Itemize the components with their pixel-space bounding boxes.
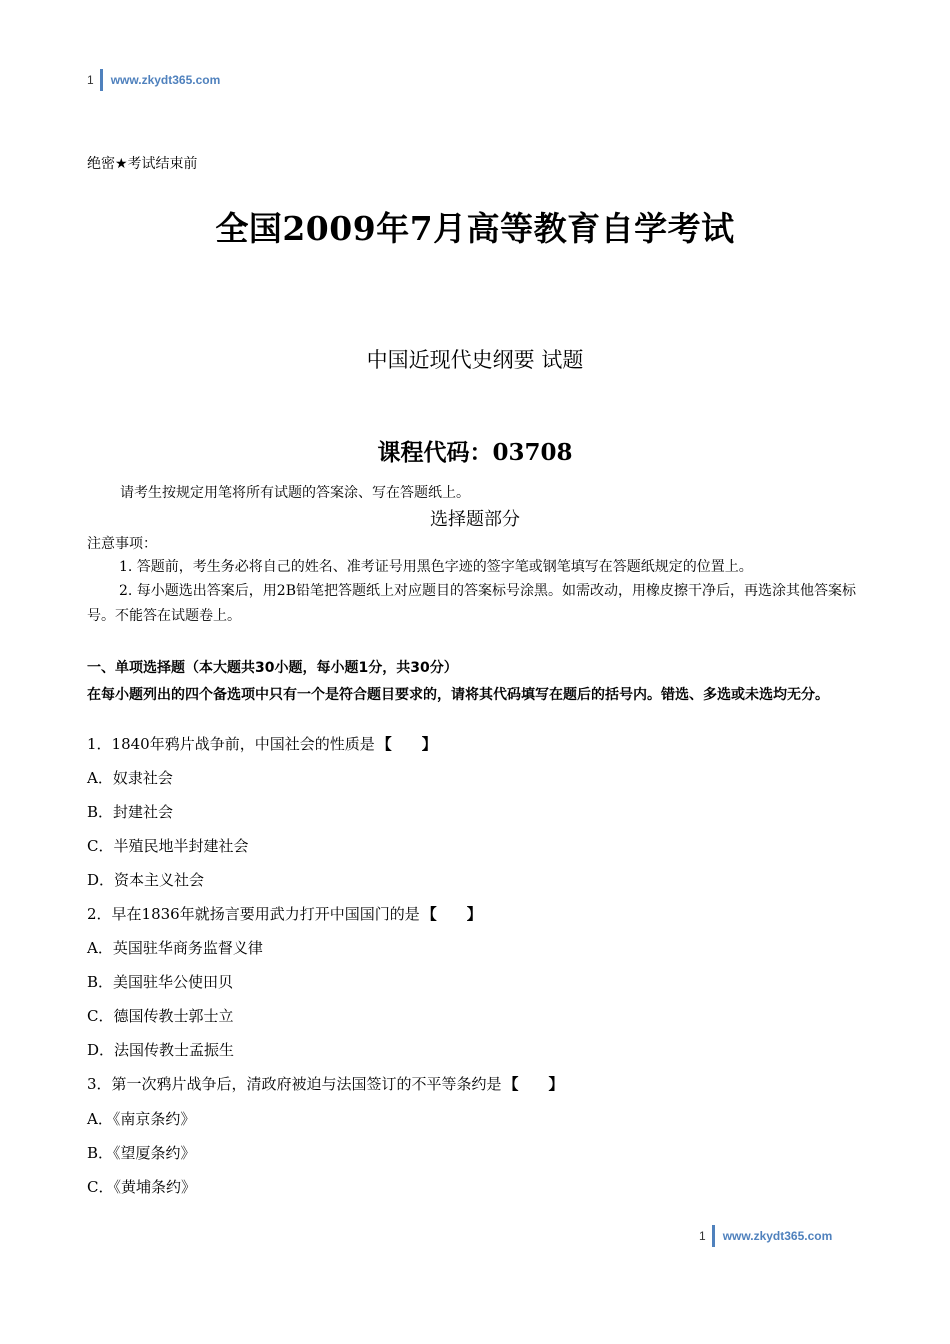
header-page-number: 1	[87, 73, 94, 87]
notes-title: 注意事项：	[87, 536, 157, 552]
answer-bracket: 【 】	[376, 735, 437, 753]
subtitle: 中国近现代史纲要 试题	[366, 348, 584, 372]
page-header	[87, 68, 220, 92]
section-label: 选择题部分	[430, 509, 520, 530]
question-1-option-d: D．资本主义社会	[87, 871, 205, 889]
answer-bracket: 【 】	[421, 905, 482, 923]
question-1-option-a: A．奴隶社会	[87, 769, 173, 787]
question-2-stem	[87, 903, 482, 924]
instruction: 请考生按规定用笔将所有试题的答案涂、写在答题纸上。	[120, 485, 470, 501]
page-footer	[699, 1224, 832, 1248]
question-3-option-c: C．《黄埔条约》	[87, 1178, 196, 1196]
course-code: 课程代码：03708	[377, 439, 573, 466]
note-1: 1. 答题前，考生务必将自己的姓名、准考证号用黑色字迹的签字笔或钢笔填写在答题纸规定的位置上。	[119, 559, 753, 575]
question-2-option-b: B．美国驻华公使田贝	[87, 973, 234, 991]
header-url[interactable]: www.zkydt365.com	[110, 73, 221, 87]
question-2-option-a: A．英国驻华商务监督义律	[87, 939, 263, 957]
question-3-option-a: A．《南京条约》	[87, 1110, 196, 1128]
question-2-option-c: C．德国传教士郭士立	[87, 1007, 234, 1025]
question-stem-text: 3．第一次鸦片战争后，清政府被迫与法国签订的不平等条约是	[87, 1075, 502, 1093]
main-title: 全国2009年7月高等教育自学考试	[215, 209, 735, 248]
question-1-option-b: B．封建社会	[87, 803, 174, 821]
secret-mark: 绝密★考试结束前	[87, 156, 198, 172]
question-stem-text: 2．早在1836年就扬言要用武力打开中国国门的是	[87, 905, 420, 923]
header-divider	[100, 69, 103, 91]
note-2: 2. 每小题选出答案后，用2B铅笔把答题纸上对应题目的答案标号涂黑。如需改动，用橡皮擦干净后，再选涂其他答案标号。不能答在试题卷上。	[87, 583, 856, 624]
footer-page-number: 1	[699, 1229, 706, 1243]
question-1-option-c: C．半殖民地半封建社会	[87, 837, 249, 855]
question-3-stem	[87, 1073, 564, 1094]
footer-divider	[712, 1225, 715, 1247]
part-header: 一、单项选择题（本大题共30小题，每小题1分，共30分）	[87, 660, 458, 676]
part-description: 在每小题列出的四个备选项中只有一个是符合题目要求的，请将其代码填写在题后的括号内。错选、多选或未选均无分。	[87, 687, 829, 703]
question-stem-text: 1．1840年鸦片战争前，中国社会的性质是	[87, 735, 375, 753]
answer-bracket: 【 】	[503, 1075, 564, 1093]
question-3-option-b: B．《望厦条约》	[87, 1144, 196, 1162]
question-1-stem	[87, 733, 437, 754]
footer-url[interactable]: www.zkydt365.com	[722, 1229, 833, 1243]
question-2-option-d: D．法国传教士孟振生	[87, 1041, 235, 1059]
